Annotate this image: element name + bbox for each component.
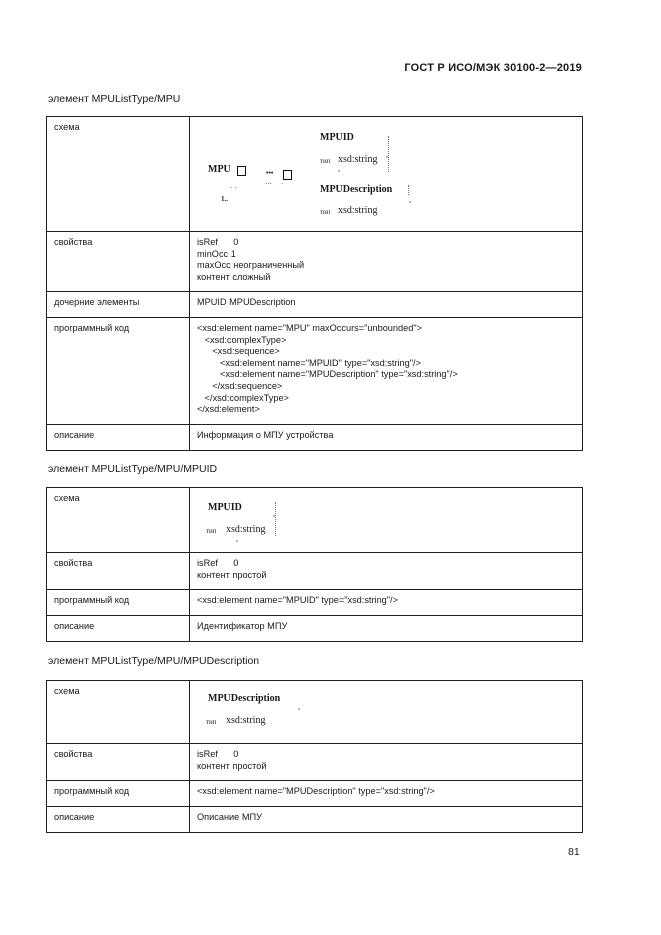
schema-diagram [197,686,576,738]
code-cell [190,781,583,807]
property-line: isRef 0 [197,237,239,247]
diagram-child-name: MPUDescription [320,184,393,195]
schema-row [47,488,583,553]
diagram-type-value: xsd:string [226,715,266,726]
properties-cell [190,744,583,781]
code-label: программный код [47,318,190,425]
code-line: <xsd:element name="MPU" maxOccurs="unbounded"> [197,323,422,333]
diagram-type-label: тип [320,157,331,165]
code-line: <xsd:element name="MPUDescription" type="xsd:string"/> [197,786,435,796]
properties-label: свойства [47,744,190,781]
properties-label: свойства [47,553,190,590]
description-label: описание [47,807,190,833]
code-line: <xsd:element name="MPUID" type="xsd:string"/> [197,595,398,605]
code-row [47,590,583,616]
description-label: описание [47,616,190,642]
children-label: дочерние элементы [47,292,190,318]
description-value: Описание МПУ [190,807,583,833]
schema-diagram-cell [190,117,583,232]
diagram-type-label: тип [206,718,217,726]
code-line: <xsd:complexType> [197,334,287,345]
code-row [47,318,583,425]
schema-label: схема [47,117,190,232]
description-row [47,616,583,642]
diagram-child-name: MPUID [320,132,354,143]
code-line: <xsd:element name="MPUID" type="xsd:string"/> [197,357,421,368]
section-caption: элемент MPUListType/MPU/MPUID [48,463,218,475]
schema-diagram: MPU · · 1.. ••• ··· · MPUID тип xsd:string MPUDescription тип xsd:string [197,122,576,226]
document-header: ГОСТ Р ИСО/МЭК 30100-2—2019 [404,62,582,74]
schema-diagram [197,493,576,547]
description-value: Идентификатор МПУ [190,616,583,642]
code-label: программный код [47,590,190,616]
diagram-type-value: xsd:string [338,205,378,216]
diagram-multiplicity: 1.. [221,195,228,203]
expand-box-icon [237,166,246,176]
children-row [47,292,583,318]
diagram-type-value: xsd:string [226,524,266,535]
description-row [47,807,583,833]
section-caption: элемент MPUListType/MPU/MPUDescription [48,655,260,667]
property-line: контент сложный [197,271,271,282]
expand-box-icon [283,170,292,180]
code-cell [190,590,583,616]
diagram-element-name: MPUDescription [208,693,281,704]
code-cell [190,318,583,425]
properties-row [47,232,583,292]
diagram-root-name: MPU [208,164,231,175]
code-line: </xsd:element> [197,404,260,415]
code-line: </xsd:sequence> [197,380,283,391]
property-line: контент простой [197,760,267,771]
spec-table-mpuid [46,487,583,642]
code-row [47,781,583,807]
spec-table-mpudescription [46,680,583,833]
description-value: Информация о МПУ устройства [190,425,583,451]
schema-diagram-cell [190,488,583,553]
properties-label: свойства [47,232,190,292]
spec-table-mpu [46,116,583,451]
schema-label: схема [47,488,190,553]
children-value: MPUID MPUDescription [190,292,583,318]
diagram-type-value: xsd:string [338,154,378,165]
diagram-type-label: тип [206,527,217,535]
property-line: maxOcc неограниченный [197,260,305,271]
code-line: <xsd:element name="MPUDescription" type="xsd:string"/> [197,369,458,380]
property-line: isRef 0 [197,749,239,759]
schema-diagram-cell [190,681,583,744]
diagram-type-label: тип [320,208,331,216]
diagram-element-name: MPUID [208,502,242,513]
properties-row [47,744,583,781]
properties-row [47,553,583,590]
property-line: контент простой [197,569,267,580]
code-line: <xsd:sequence> [197,346,280,357]
code-label: программный код [47,781,190,807]
code-line: </xsd:complexType> [197,392,289,403]
page-number: 81 [568,846,580,858]
properties-cell [190,553,583,590]
schema-row [47,681,583,744]
property-line: minOcc 1 [197,248,236,259]
section-caption: элемент MPUListType/MPU [48,93,181,105]
description-row [47,425,583,451]
schema-label: схема [47,681,190,744]
description-label: описание [47,425,190,451]
property-line: isRef 0 [197,558,239,568]
sequence-icon: ••• [266,169,274,177]
properties-cell [190,232,583,292]
schema-row [47,117,583,232]
